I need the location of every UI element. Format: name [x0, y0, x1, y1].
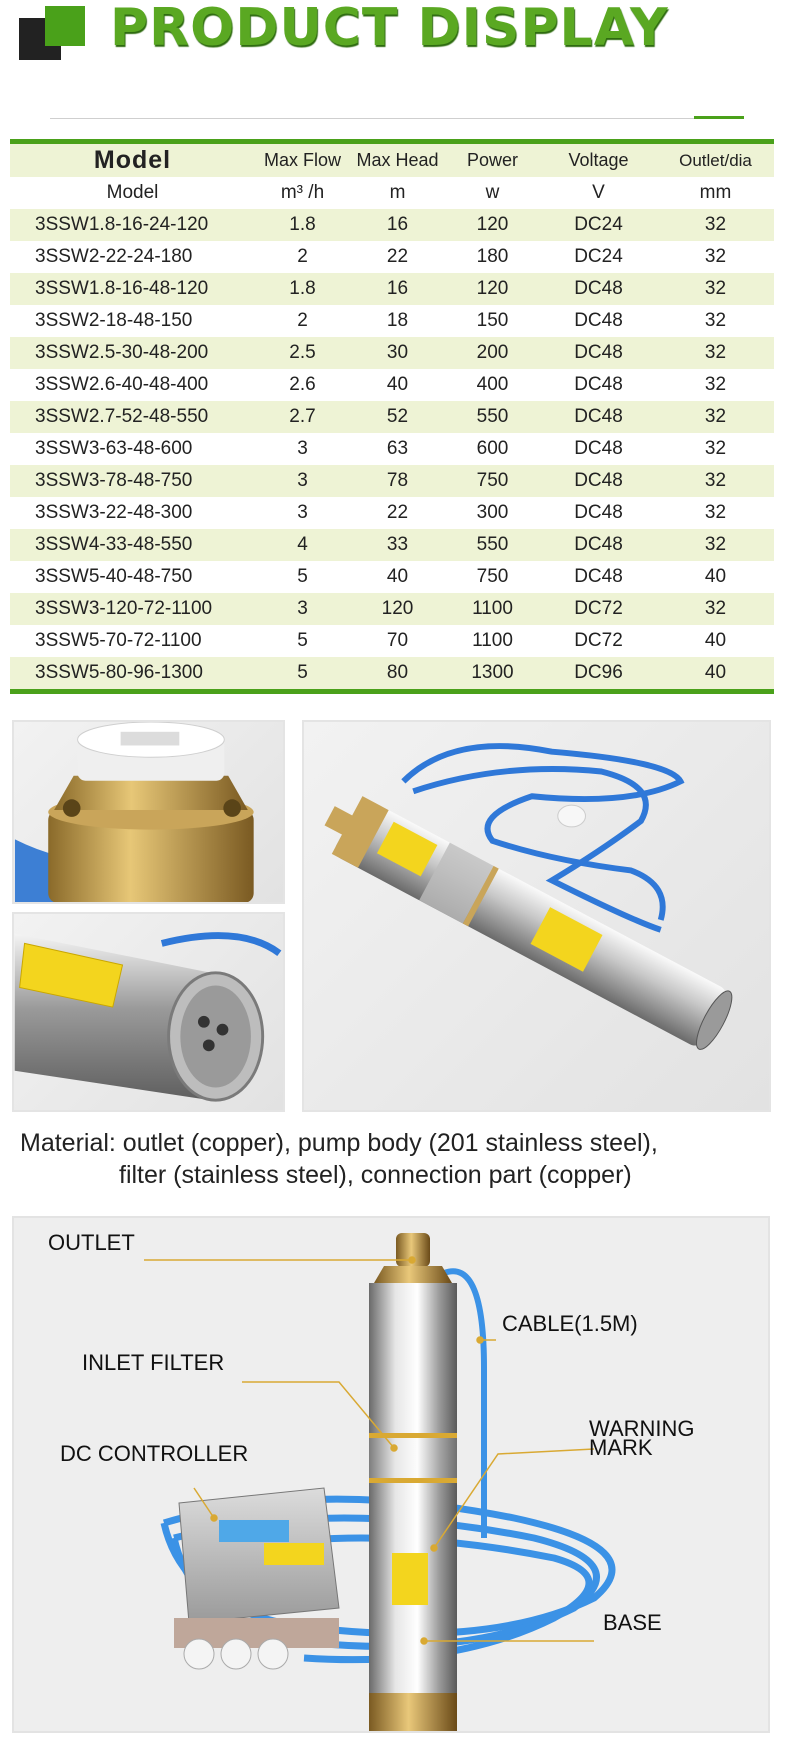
unit-model: Model	[106, 182, 159, 203]
header-model: Model	[93, 146, 172, 174]
cell-max-flow: 2	[297, 310, 308, 331]
cell-voltage: DC96	[574, 662, 623, 683]
cell-power: 600	[476, 438, 509, 459]
cell-outlet-dia: 32	[704, 502, 727, 523]
unit-power: w	[485, 182, 500, 203]
cell-max-flow: 1.8	[289, 214, 316, 235]
cell-voltage: DC48	[574, 406, 623, 427]
table-row	[10, 465, 774, 497]
cell-power: 200	[476, 342, 509, 363]
cell-max-head: 40	[386, 374, 409, 395]
cell-max-head: 78	[386, 470, 409, 491]
table-row	[10, 593, 774, 625]
brand-logo	[19, 6, 85, 62]
cell-max-head: 63	[386, 438, 409, 459]
cell-model: 3SSW3-78-48-750	[35, 470, 193, 491]
table-bottom-bar	[10, 689, 774, 694]
cell-outlet-dia: 32	[704, 438, 727, 459]
table-row	[10, 305, 774, 337]
cell-outlet-dia: 40	[704, 662, 727, 683]
cell-max-flow: 5	[297, 630, 308, 651]
pump-end-illustration	[14, 914, 283, 1110]
cell-outlet-dia: 32	[704, 310, 727, 331]
cell-outlet-dia: 32	[704, 598, 727, 619]
cell-voltage: DC72	[574, 630, 623, 651]
cell-outlet-dia: 32	[704, 246, 727, 267]
table-header-row	[10, 144, 774, 177]
outlet-closeup-illustration	[14, 722, 283, 902]
cell-voltage: DC48	[574, 534, 623, 555]
material-line-2: filter (stainless steel), connection part (copper)	[119, 1161, 632, 1189]
cell-outlet-dia: 32	[704, 534, 727, 555]
cell-max-head: 18	[386, 310, 409, 331]
cell-max-head: 33	[386, 534, 409, 555]
cell-max-flow: 2.7	[289, 406, 316, 427]
cell-outlet-dia: 40	[704, 630, 727, 651]
cell-model: 3SSW2-22-24-180	[35, 246, 193, 267]
cell-max-flow: 1.8	[289, 278, 316, 299]
cell-max-flow: 3	[297, 438, 308, 459]
cell-voltage: DC48	[574, 566, 623, 587]
cell-power: 120	[476, 214, 509, 235]
photo-full-pump	[302, 720, 771, 1112]
label-dc-controller: DC CONTROLLER	[60, 1441, 249, 1466]
cell-power: 120	[476, 278, 509, 299]
table-row	[10, 657, 774, 689]
label-outlet: OUTLET	[48, 1230, 135, 1255]
cell-max-head: 40	[386, 566, 409, 587]
cell-outlet-dia: 32	[704, 214, 727, 235]
cell-max-flow: 2	[297, 246, 308, 267]
cell-model: 3SSW5-40-48-750	[35, 566, 193, 587]
table-body	[10, 209, 774, 689]
table-row	[10, 625, 774, 657]
header-max-flow: Max Flow	[263, 150, 341, 170]
table-row	[10, 209, 774, 241]
header-divider	[50, 118, 744, 119]
label-base: BASE	[603, 1610, 662, 1635]
cell-power: 1300	[471, 662, 514, 683]
table-row	[10, 337, 774, 369]
cell-max-flow: 5	[297, 662, 308, 683]
cell-max-head: 80	[386, 662, 409, 683]
table-row	[10, 369, 774, 401]
table-row	[10, 273, 774, 305]
header-power: Power	[466, 150, 519, 170]
cell-model: 3SSW4-33-48-550	[35, 534, 193, 555]
cell-voltage: DC24	[574, 246, 623, 267]
unit-flow: m³ /h	[280, 182, 325, 203]
pump-diagram-illustration	[14, 1218, 770, 1733]
cell-max-head: 70	[386, 630, 409, 651]
photo-pump-end	[12, 912, 285, 1112]
material-description	[20, 1127, 740, 1191]
cell-max-head: 30	[386, 342, 409, 363]
full-pump-illustration	[304, 722, 769, 1110]
cell-model: 3SSW1.8-16-48-120	[35, 278, 209, 299]
cell-max-flow: 4	[297, 534, 308, 555]
cell-max-flow: 3	[297, 470, 308, 491]
cell-power: 150	[476, 310, 509, 331]
label-cable: CABLE(1.5M)	[502, 1311, 638, 1336]
cell-power: 550	[476, 534, 509, 555]
cell-max-flow: 3	[297, 502, 308, 523]
spec-table	[10, 139, 774, 694]
table-row	[10, 497, 774, 529]
cell-model: 3SSW5-70-72-1100	[35, 630, 202, 651]
cell-voltage: DC72	[574, 598, 623, 619]
cell-outlet-dia: 32	[704, 278, 727, 299]
cell-max-head: 120	[381, 598, 414, 619]
table-row	[10, 529, 774, 561]
label-inlet-filter: INLET FILTER	[82, 1350, 225, 1375]
cell-max-head: 22	[386, 246, 409, 267]
cell-max-flow: 5	[297, 566, 308, 587]
cell-max-flow: 2.5	[289, 342, 316, 363]
cell-max-flow: 2.6	[289, 374, 316, 395]
cell-outlet-dia: 32	[704, 342, 727, 363]
cell-power: 180	[476, 246, 509, 267]
table-row	[10, 241, 774, 273]
cell-voltage: DC48	[574, 502, 623, 523]
cell-outlet-dia: 32	[704, 374, 727, 395]
logo-green-square	[45, 6, 85, 46]
cell-model: 3SSW3-22-48-300	[35, 502, 193, 523]
cell-power: 750	[476, 566, 509, 587]
header-voltage: Voltage	[568, 150, 629, 170]
cell-model: 3SSW2.6-40-48-400	[35, 374, 209, 395]
label-warning-mark: WARNING MARK	[589, 1416, 695, 1460]
cell-max-head: 22	[386, 502, 409, 523]
cell-model: 3SSW2.5-30-48-200	[35, 342, 209, 363]
cell-power: 300	[476, 502, 509, 523]
cell-max-flow: 3	[297, 598, 308, 619]
cell-power: 400	[476, 374, 509, 395]
cell-model: 3SSW2-18-48-150	[35, 310, 193, 331]
header-outlet-dia: Outlet/dia	[679, 150, 752, 170]
header-divider-accent	[694, 116, 744, 119]
page-title: PRODUCT DISPLAY	[110, 0, 669, 58]
cell-power: 750	[476, 470, 509, 491]
cell-voltage: DC24	[574, 214, 623, 235]
cell-max-head: 52	[386, 406, 409, 427]
cell-model: 3SSW3-120-72-1100	[35, 598, 213, 619]
cell-voltage: DC48	[574, 342, 623, 363]
cell-outlet-dia: 32	[704, 470, 727, 491]
component-diagram	[12, 1216, 770, 1733]
table-row	[10, 401, 774, 433]
table-units-row	[10, 177, 774, 209]
header-max-head: Max Head	[356, 150, 439, 170]
table-row	[10, 561, 774, 593]
cell-model: 3SSW2.7-52-48-550	[35, 406, 209, 427]
cell-power: 1100	[472, 630, 513, 651]
cell-outlet-dia: 40	[704, 566, 727, 587]
cell-model: 3SSW1.8-16-24-120	[35, 214, 209, 235]
table-row	[10, 433, 774, 465]
cell-power: 550	[476, 406, 509, 427]
cell-model: 3SSW5-80-96-1300	[35, 662, 203, 683]
cell-voltage: DC48	[574, 278, 623, 299]
photo-outlet-closeup	[12, 720, 285, 904]
material-line-1: Material: outlet (copper), pump body (201 stainless steel),	[20, 1129, 658, 1157]
cell-max-head: 16	[386, 278, 409, 299]
cell-voltage: DC48	[574, 438, 623, 459]
cell-voltage: DC48	[574, 374, 623, 395]
cell-power: 1100	[472, 598, 513, 619]
cell-model: 3SSW3-63-48-600	[35, 438, 193, 459]
cell-max-head: 16	[386, 214, 409, 235]
unit-outlet: mm	[699, 182, 732, 203]
unit-voltage: V	[592, 182, 605, 203]
cell-voltage: DC48	[574, 470, 623, 491]
cell-voltage: DC48	[574, 310, 623, 331]
unit-head: m	[389, 182, 406, 203]
cell-outlet-dia: 32	[704, 406, 727, 427]
